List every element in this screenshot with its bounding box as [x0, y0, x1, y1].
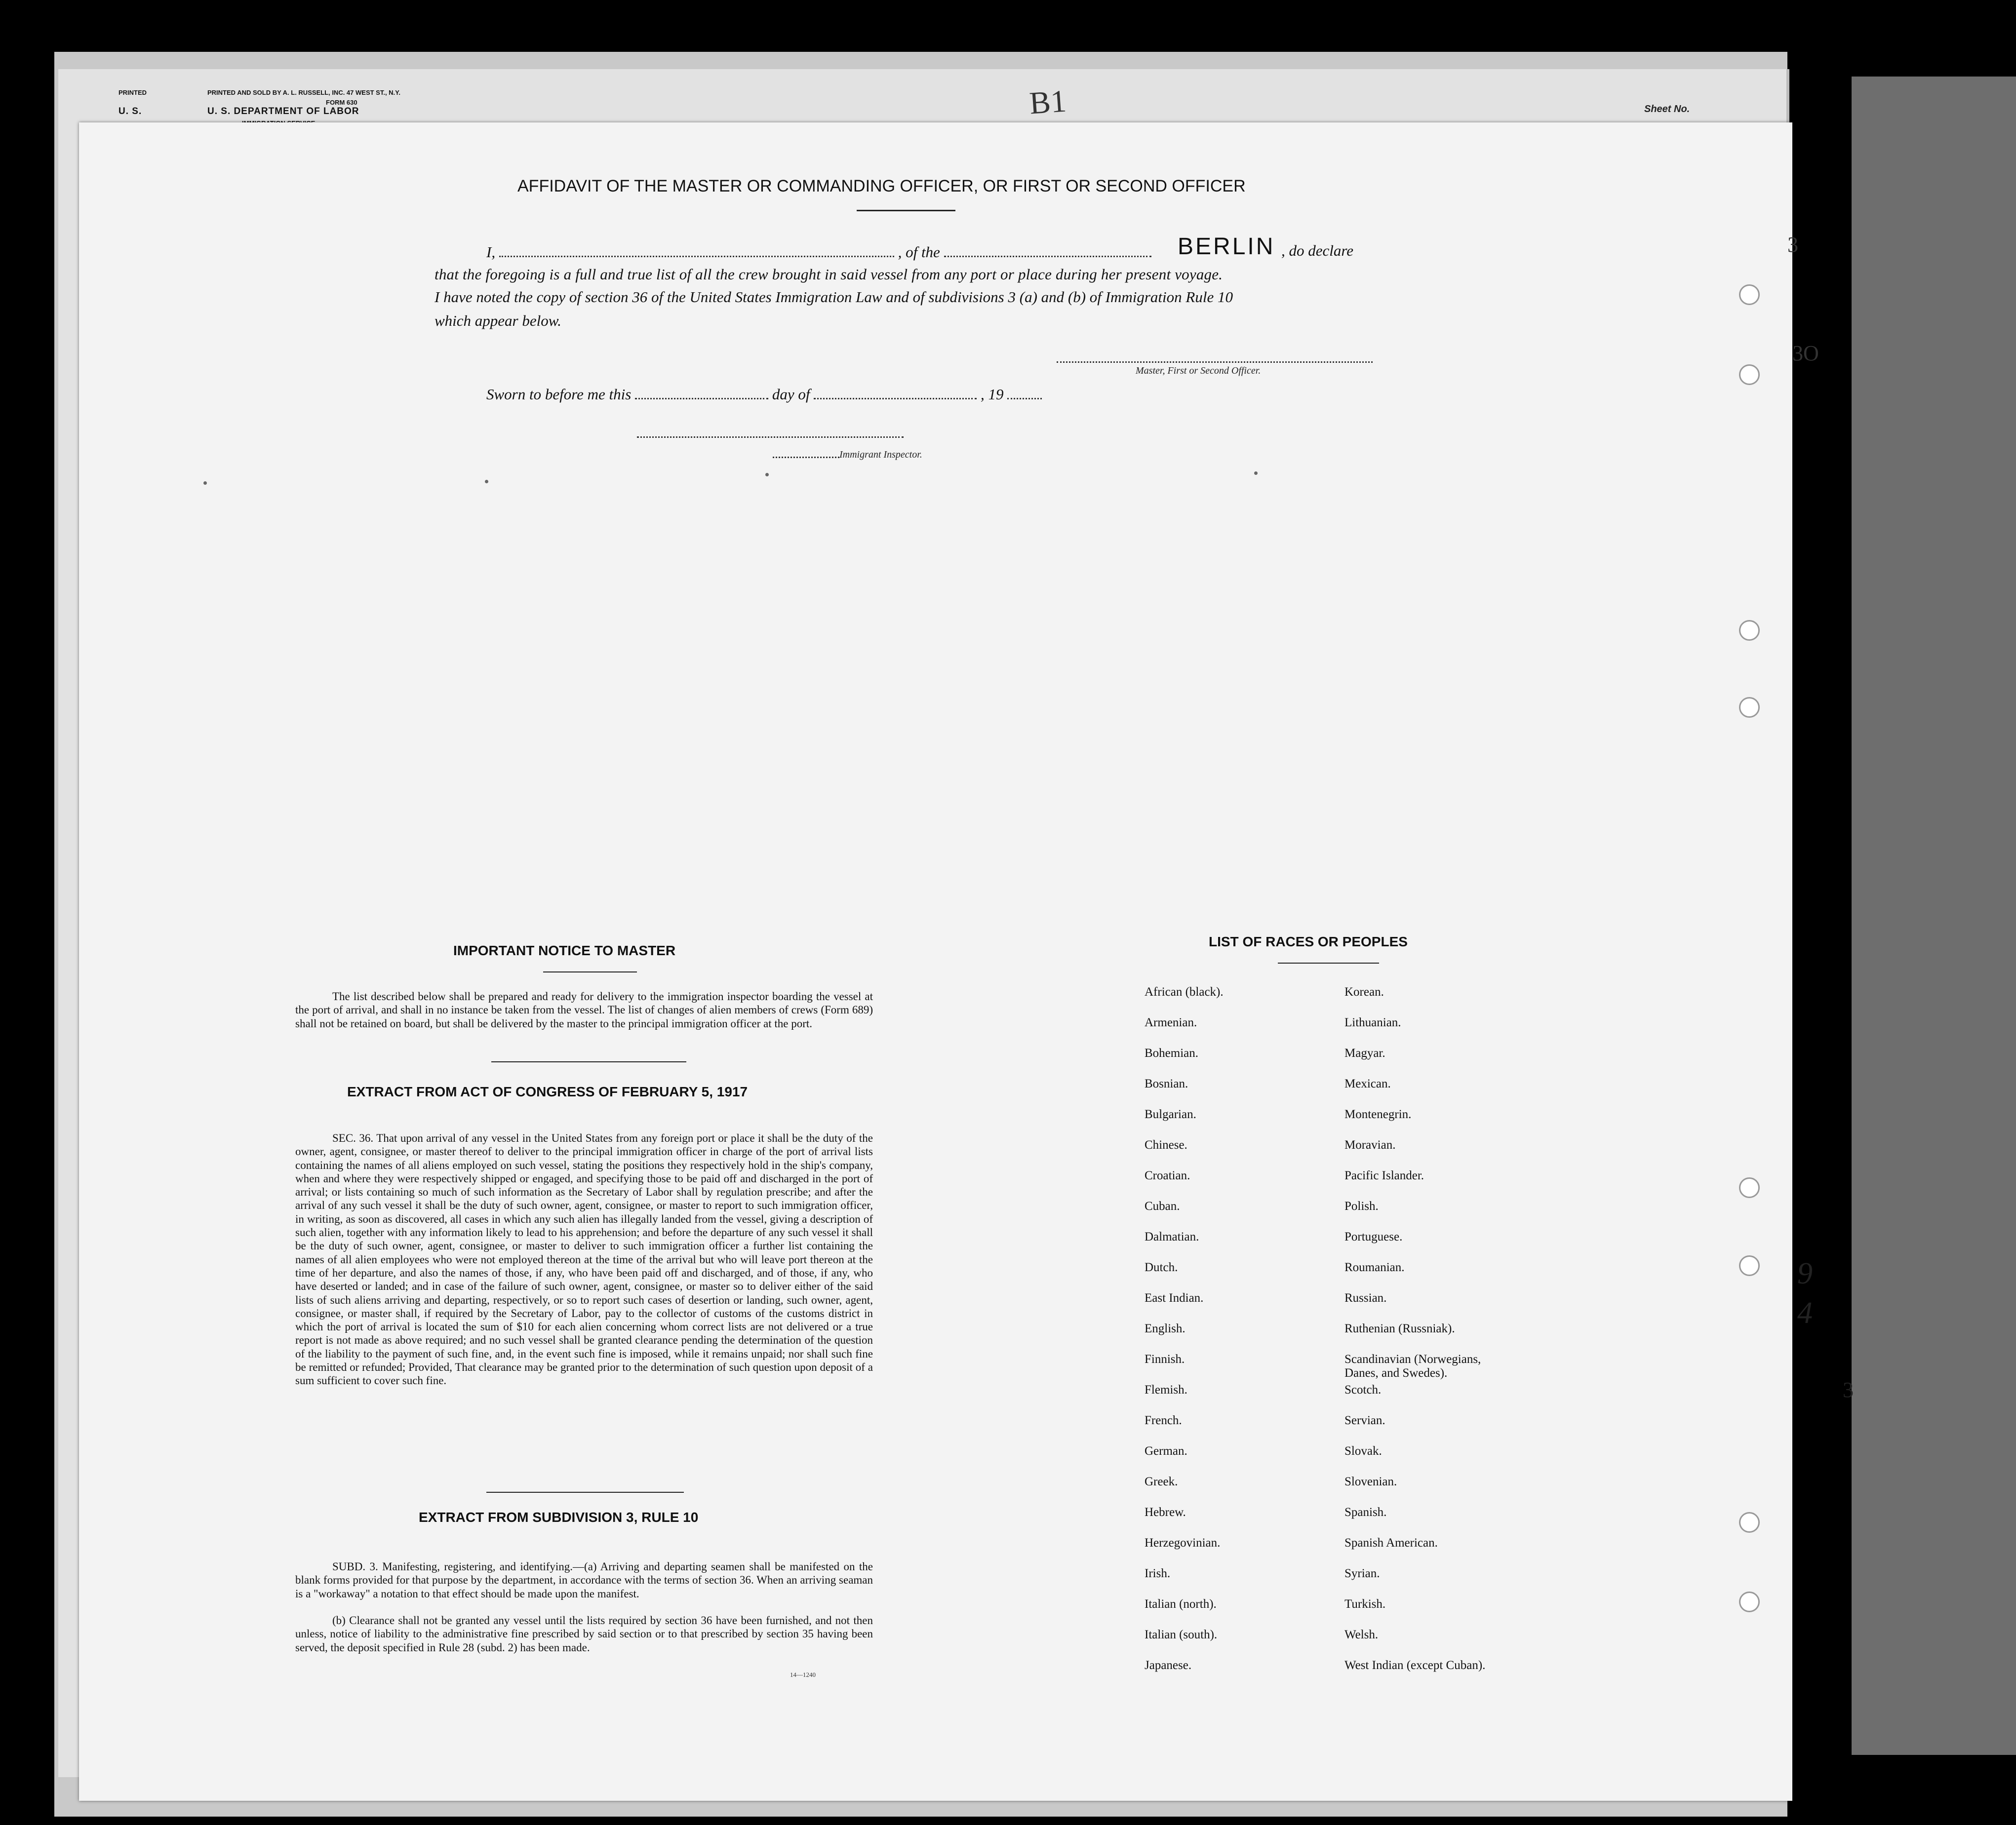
handwritten-mark: B1 [1028, 83, 1068, 121]
race-item: Scotch. [1344, 1383, 1382, 1397]
punch-hole [1739, 364, 1760, 385]
extract-rule-title: EXTRACT FROM SUBDIVISION 3, RULE 10 [419, 1510, 699, 1525]
race-item: Polish. [1344, 1200, 1379, 1213]
title-rule [857, 210, 955, 211]
race-item: Croatian. [1145, 1169, 1190, 1182]
inspector-lead-dots [773, 447, 839, 458]
affidavit-line-4: which appear below. [435, 312, 561, 329]
race-item: Lithuanian. [1344, 1016, 1401, 1029]
extract-act-text: SEC. 36. That upon arrival of any vessel in the United States from any foreign port or place it shall be the duty of the owner, agent, consignee, or master thereof to deliver to the principal immigration officer in charge of the port of arrival lists containing the names of all aliens employed on such vessel, stating the positions they respectively hold in the ship's company, when and where they were respectively shipped or engaged, and specifying those to be paid off and discharged in the port of arrival; or lists containing so much of such information as the Secretary of Labor shall by regulation prescribe; and after the arrival of any such vessel it shall be the duty of such owner, agent, consignee, or master to report to such immigration officer, in writing, as soon as discovered, all cases in which any such alien has illegally landed from the vessel, giving a description of such alien, together with any information likely to lead to his apprehension; and before the departure of any such vessel it shall be the duty of such owner, agent, consignee, or master to deliver to such immigration officer a further list containing the names of all alien employees who were not employed thereon at the time of the arrival but who will leave port thereon at the time of her departure, and also the names of those, if any, who have been paid off and discharged, and of those, if any, who have deserted or landed; and in case of the failure of such owner, agent, consignee, or master so to deliver either of the said lists of such aliens arriving and departing, respectively, or so to report such cases of desertion or landing, such owner, agent, consignee, or master shall, if required by the Secretary of Labor, pay to the collector of customs of the customs district in which the port of arrival is located the sum of $10 for each alien concerning whom correct lists are not delivered or a true report is not made as above required; and no such vessel shall be granted clearance pending the determination of the question of the liability to the payment of such fine, and, in the event such fine is imposed, while it remains unpaid; nor shall such fine be remitted or refunded; Provided, That clearance may be granted prior to the determination of such question upon deposit of a sum sufficient to cover such fine. [295, 1132, 873, 1387]
margin-mark: 9 [1797, 1257, 1813, 1290]
printer-line: PRINTED AND SOLD BY A. L. RUSSELL, INC. 47 WEST ST., N.Y. [207, 89, 401, 96]
i-label: I, [486, 243, 496, 261]
race-item: African (black). [1145, 985, 1224, 999]
affidavit-line-1 [486, 242, 1151, 261]
race-item: Roumanian. [1344, 1261, 1405, 1274]
do-declare-label: , do declare [1281, 242, 1354, 259]
race-item: Servian. [1344, 1414, 1385, 1427]
department-label: U. S. DEPARTMENT OF LABOR [207, 106, 359, 116]
notice-rule [543, 971, 637, 972]
race-item: Syrian. [1344, 1567, 1380, 1580]
master-signature-field[interactable] [1057, 348, 1373, 363]
us-label: U. S. [119, 106, 142, 116]
race-item: Finnish. [1145, 1353, 1185, 1366]
affidavit-title: AFFIDAVIT OF THE MASTER OR COMMANDING OFFICER, OR FIRST OR SECOND OFFICER [517, 177, 1246, 195]
affidavit-line-2: that the foregoing is a full and true list of all the crew brought in said vessel from any port or place during her present voyage. [435, 266, 1223, 283]
races-title: LIST OF RACES OR PEOPLES [1209, 934, 1408, 949]
race-item: Turkish. [1344, 1597, 1386, 1611]
race-item: Cuban. [1145, 1200, 1180, 1213]
row-marker [1254, 471, 1258, 475]
printed-label: PRINTED [119, 89, 147, 96]
race-item: Bulgarian. [1145, 1108, 1196, 1121]
sworn-day-field[interactable] [635, 384, 768, 399]
punch-hole [1739, 697, 1760, 718]
row-marker [485, 480, 488, 483]
form-number: 14—1240 [790, 1671, 816, 1678]
day-of-label: day of [772, 386, 810, 403]
margin-mark: 3 [1843, 1378, 1854, 1402]
race-item: Irish. [1145, 1567, 1171, 1580]
race-item: English. [1145, 1322, 1186, 1335]
year-prefix-label: , 19 [980, 386, 1004, 403]
notice-title: IMPORTANT NOTICE TO MASTER [453, 943, 676, 958]
margin-mark: 3 [1787, 233, 1798, 257]
races-left-column [1145, 985, 1332, 1689]
punch-hole [1739, 1592, 1760, 1612]
race-item: Russian. [1344, 1291, 1387, 1305]
race-item: Portuguese. [1344, 1230, 1403, 1243]
sheet-number-label: Sheet No. [1644, 104, 1690, 115]
race-item: Welsh. [1344, 1628, 1379, 1641]
master-caption: Master, First or Second Officer. [1136, 365, 1261, 376]
race-item: Japanese. [1145, 1659, 1192, 1672]
sworn-month-field[interactable] [814, 384, 977, 399]
race-item: Flemish. [1145, 1383, 1187, 1397]
race-item: Spanish American. [1344, 1536, 1438, 1550]
race-item: Italian (south). [1145, 1628, 1218, 1641]
race-item: Bohemian. [1145, 1047, 1199, 1060]
race-item: Dutch. [1145, 1261, 1178, 1274]
inspector-signature-field[interactable] [637, 423, 904, 438]
race-item: Italian (north). [1145, 1597, 1217, 1611]
punch-hole [1739, 1255, 1760, 1276]
punch-hole [1739, 620, 1760, 641]
race-item: Ruthenian (Russniak). [1344, 1322, 1455, 1335]
races-rule [1278, 963, 1379, 964]
race-item: Mexican. [1344, 1077, 1391, 1090]
punch-hole [1739, 1177, 1760, 1198]
race-item: Moravian. [1344, 1138, 1396, 1152]
race-item: Scandinavian (Norwegians, Danes, and Swedes). [1344, 1353, 1481, 1380]
notice-end-rule [491, 1061, 686, 1062]
race-item: Slovak. [1344, 1444, 1382, 1458]
race-item: West Indian (except Cuban). [1344, 1659, 1486, 1672]
vessel-name: BERLIN [1178, 233, 1275, 260]
race-item: Chinese. [1145, 1138, 1187, 1152]
race-item: Spanish. [1344, 1506, 1387, 1519]
inspector-caption: Immigrant Inspector. [839, 449, 922, 460]
race-item: Montenegrin. [1344, 1108, 1412, 1121]
notice-text: The list described below shall be prepared and ready for delivery to the immigration inspector boarding the vessel at the port of arrival, and shall in no instance be taken from the vessel. The list of changes of alien members of crews (Form 689) shall not be retained on board, but shall be delivered by the master to the principal immigration officer at the port. [295, 990, 873, 1030]
race-item: Pacific Islander. [1344, 1169, 1424, 1182]
race-item: Greek. [1145, 1475, 1178, 1488]
sworn-label: Sworn to before me this [486, 386, 632, 403]
row-marker [203, 481, 207, 485]
race-item: Slovenian. [1344, 1475, 1397, 1488]
punch-hole [1739, 1512, 1760, 1533]
race-item: German. [1145, 1444, 1187, 1458]
race-item: French. [1145, 1414, 1182, 1427]
race-item: Armenian. [1145, 1016, 1197, 1029]
vessel-name-field[interactable] [944, 242, 1151, 257]
race-item: Herzegovinian. [1145, 1536, 1221, 1550]
officer-name-field[interactable] [499, 242, 894, 257]
race-item: Dalmatian. [1145, 1230, 1199, 1243]
row-marker [765, 473, 769, 476]
race-item: Korean. [1344, 985, 1384, 999]
race-item: Hebrew. [1145, 1506, 1186, 1519]
margin-mark: 3O [1792, 341, 1819, 365]
sworn-year-field[interactable] [1007, 384, 1042, 399]
extract-rule-text-b: (b) Clearance shall not be granted any vessel until the lists required by section 36 have been furnished, and not then unless, notice of liability to the administrative fine prescribed by said section or to that prescribed by section 35 having been served, the deposit specified in Rule 28 (subd. 2) has been made. [295, 1614, 873, 1654]
sworn-line [486, 384, 1042, 403]
of-the-label: , of the [898, 243, 940, 261]
back-sheet-edge [1852, 77, 2016, 1755]
races-right-column [1344, 985, 1562, 1689]
extract-act-end-rule [486, 1492, 684, 1493]
margin-mark: 4 [1797, 1296, 1813, 1330]
race-item: East Indian. [1145, 1291, 1204, 1305]
punch-hole [1739, 284, 1760, 305]
form-label: FORM 630 [326, 99, 357, 106]
extract-rule-text-a: SUBD. 3. Manifesting, registering, and identifying.—(a) Arriving and departing seamen shall be manifested on the blank forms provided for that purpose by the department, in accordance with the terms of section 36. When an arriving seaman is a "workaway" a notation to that effect should be made upon the manifest. [295, 1560, 873, 1600]
race-item: Magyar. [1344, 1047, 1385, 1060]
extract-act-title: EXTRACT FROM ACT OF CONGRESS OF FEBRUARY 5, 1917 [347, 1084, 748, 1099]
affidavit-line-3: I have noted the copy of section 36 of the United States Immigration Law and of subdivisions 3 (a) and (b) of Immigration Rule 10 [435, 288, 1233, 306]
race-item: Bosnian. [1145, 1077, 1188, 1090]
